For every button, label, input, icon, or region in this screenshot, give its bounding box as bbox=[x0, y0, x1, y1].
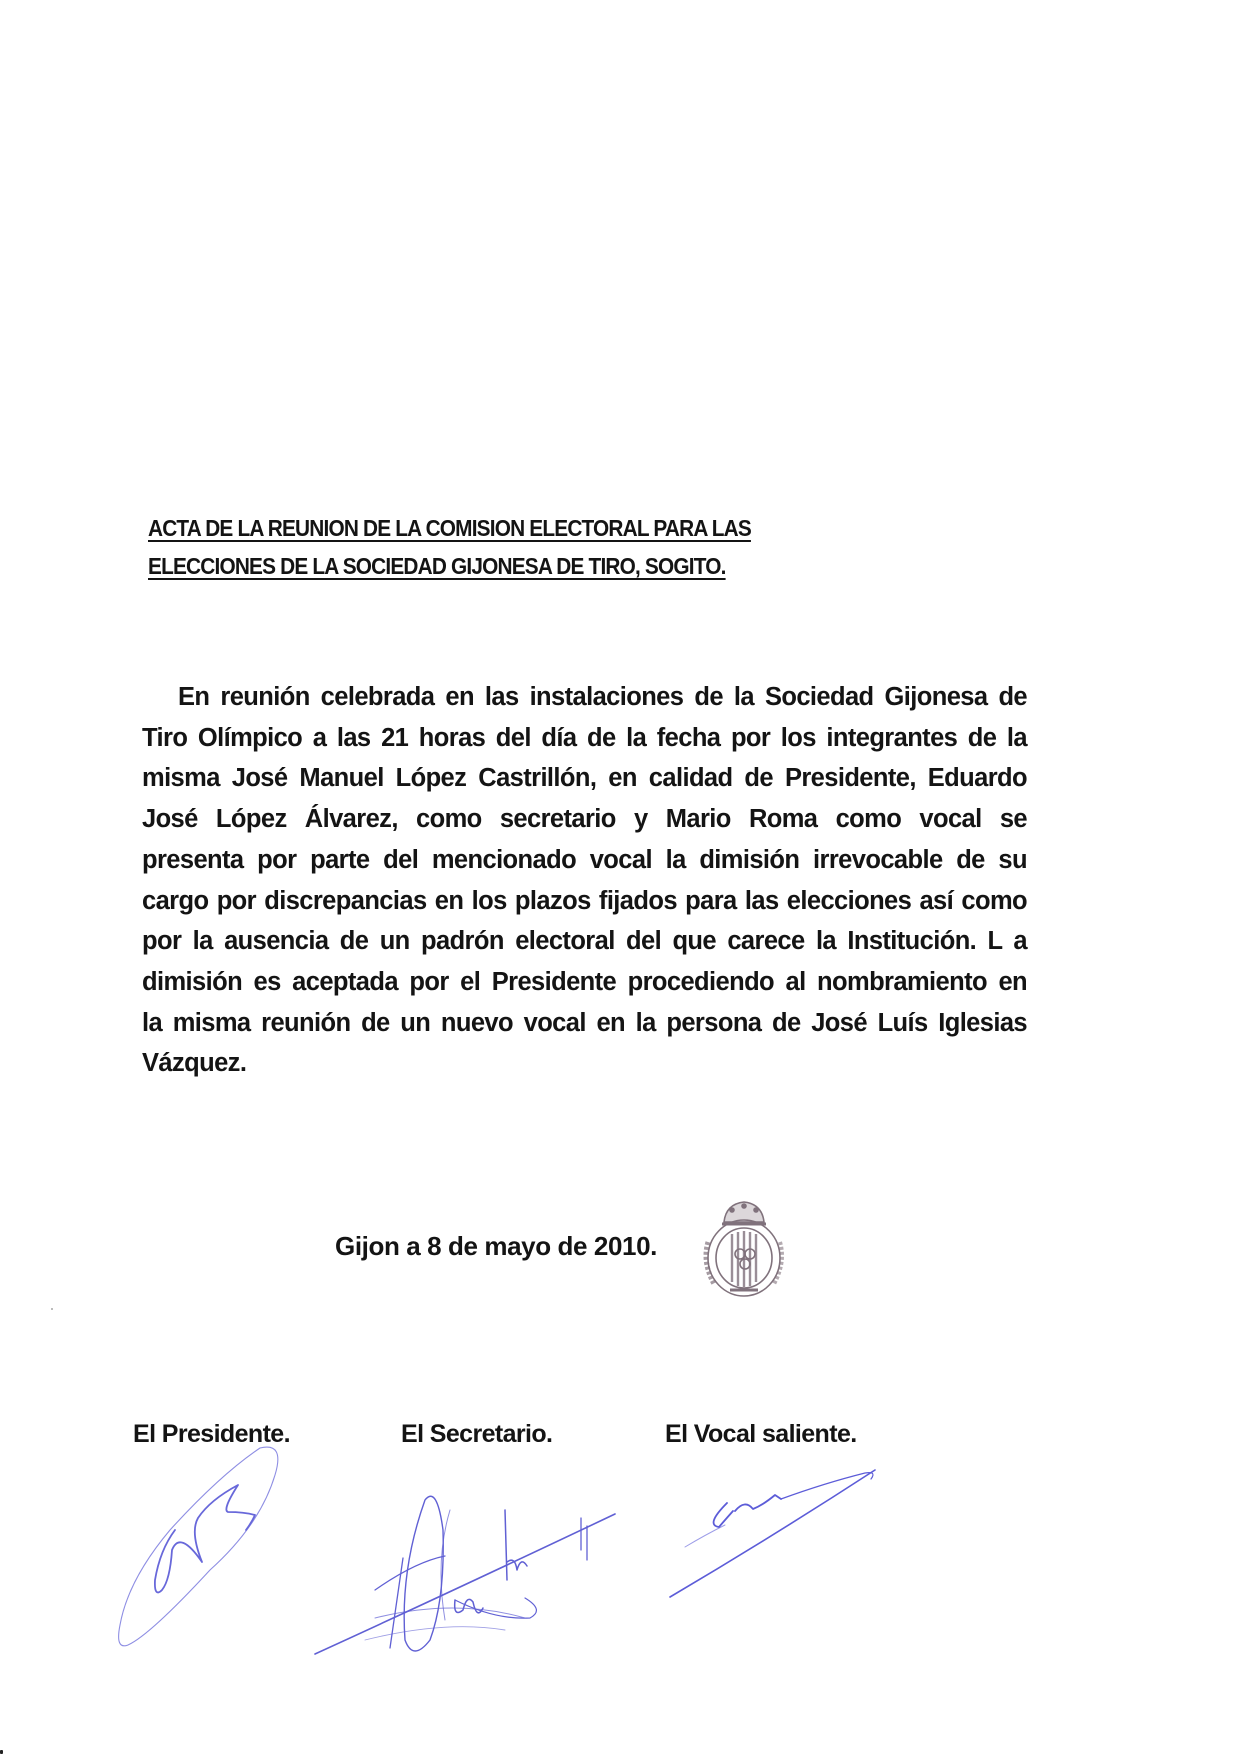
document-title bbox=[148, 509, 836, 585]
title-line: ELECCIONES DE LA SOCIEDAD GIJONESA DE TIRO, SOGITO. bbox=[148, 553, 726, 579]
president-signature-icon bbox=[110, 1440, 290, 1670]
body-line: Tiro Olímpico a las 21 horas del día de la fecha por los integrantes de la bbox=[142, 723, 1027, 752]
body-line: la misma reunión de un nuevo vocal en la persona de José Luís Iglesias bbox=[142, 1008, 1027, 1037]
scan-speck bbox=[51, 1308, 53, 1310]
official-seal-icon bbox=[696, 1192, 792, 1302]
secretary-label: El Secretario. bbox=[401, 1420, 553, 1448]
secretary-signature-icon bbox=[305, 1470, 625, 1670]
outgoing-vocal-signature-icon bbox=[665, 1465, 895, 1605]
body-paragraph bbox=[142, 677, 1027, 1084]
body-line: Vázquez. bbox=[142, 1049, 247, 1078]
body-line: José López Álvarez, como secretario y Mario Roma como vocal se bbox=[142, 805, 1027, 834]
title-line: ACTA DE LA REUNION DE LA COMISION ELECTORAL PARA LAS bbox=[148, 515, 751, 541]
body-line: dimisión es aceptada por el Presidente procediendo al nombramiento en bbox=[142, 967, 1027, 996]
body-line: por la ausencia de un padrón electoral del que carece la Institución. L a bbox=[142, 927, 1027, 956]
place-and-date: Gijon a 8 de mayo de 2010. bbox=[335, 1231, 657, 1261]
body-line: cargo por discrepancias en los plazos fijados para las elecciones así como bbox=[142, 886, 1027, 915]
outgoing-vocal-label: El Vocal saliente. bbox=[665, 1420, 857, 1448]
scan-speck bbox=[0, 1750, 3, 1754]
body-line: presenta por parte del mencionado vocal la dimisión irrevocable de su bbox=[142, 845, 1027, 874]
body-line: misma José Manuel López Castrillón, en calidad de Presidente, Eduardo bbox=[142, 764, 1027, 793]
body-line: En reunión celebrada en las instalaciones de la Sociedad Gijonesa de bbox=[178, 683, 1027, 711]
president-label: El Presidente. bbox=[133, 1420, 290, 1448]
